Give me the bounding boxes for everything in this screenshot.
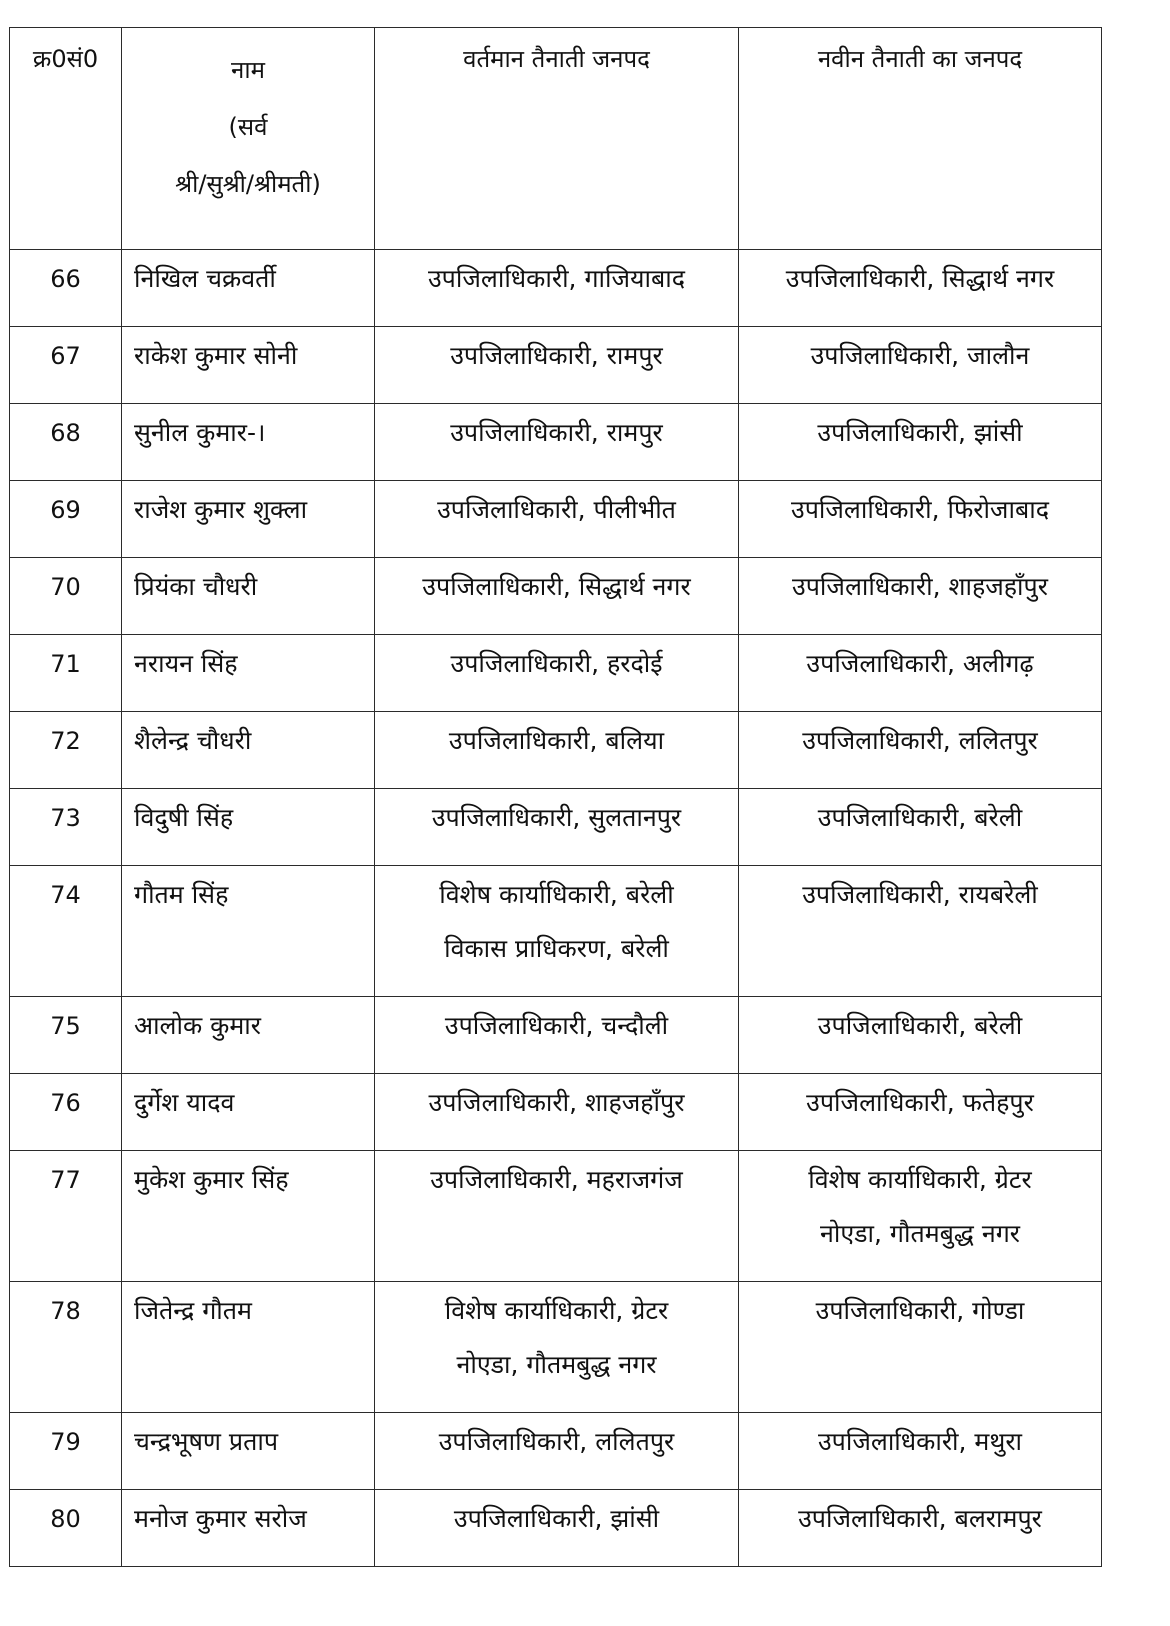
current-posting-line: उपजिलाधिकारी, हरदोई	[450, 649, 663, 678]
cell-serial-number: 69	[10, 481, 122, 558]
cell-new-posting	[739, 635, 1102, 712]
table-row	[10, 789, 1102, 866]
cell-officer-name: गौतम सिंह	[122, 866, 375, 997]
transfer-table	[9, 27, 1102, 1567]
table-row	[10, 1490, 1102, 1567]
cell-current-posting	[375, 1074, 739, 1151]
header-new-posting: नवीन तैनाती का जनपद	[739, 28, 1102, 250]
table-row	[10, 327, 1102, 404]
cell-current-posting	[375, 404, 739, 481]
cell-serial-number: 70	[10, 558, 122, 635]
cell-serial-number: 74	[10, 866, 122, 997]
cell-current-posting	[375, 1490, 739, 1567]
current-posting-line: उपजिलाधिकारी, गाजियाबाद	[427, 264, 686, 293]
header-serial-number: क्र0सं0	[10, 28, 122, 250]
new-posting-line: उपजिलाधिकारी, झांसी	[817, 418, 1023, 447]
new-posting-line: उपजिलाधिकारी, गोण्डा	[815, 1296, 1025, 1325]
cell-officer-name: राजेश कुमार शुक्ला	[122, 481, 375, 558]
new-posting-line: उपजिलाधिकारी, बरेली	[817, 803, 1023, 832]
cell-new-posting	[739, 997, 1102, 1074]
new-posting-line: उपजिलाधिकारी, बलरामपुर	[798, 1504, 1042, 1533]
cell-new-posting	[739, 1490, 1102, 1567]
cell-new-posting	[739, 1413, 1102, 1490]
cell-officer-name: जितेन्द्र गौतम	[122, 1282, 375, 1413]
cell-current-posting	[375, 712, 739, 789]
cell-current-posting	[375, 558, 739, 635]
cell-current-posting	[375, 327, 739, 404]
table-row	[10, 404, 1102, 481]
cell-serial-number: 75	[10, 997, 122, 1074]
header-name	[122, 28, 375, 250]
header-current-posting: वर्तमान तैनाती जनपद	[375, 28, 739, 250]
current-posting-line: उपजिलाधिकारी, सुलतानपुर	[431, 803, 682, 832]
table-row	[10, 1413, 1102, 1490]
cell-serial-number: 73	[10, 789, 122, 866]
cell-new-posting	[739, 404, 1102, 481]
cell-new-posting	[739, 558, 1102, 635]
cell-officer-name: दुर्गेश यादव	[122, 1074, 375, 1151]
cell-serial-number: 68	[10, 404, 122, 481]
new-posting-line: उपजिलाधिकारी, फिरोजाबाद	[791, 495, 1049, 524]
cell-new-posting	[739, 481, 1102, 558]
document-page	[9, 27, 1101, 1567]
table-row	[10, 250, 1102, 327]
table-row	[10, 635, 1102, 712]
cell-officer-name: प्रियंका चौधरी	[122, 558, 375, 635]
cell-serial-number: 76	[10, 1074, 122, 1151]
current-posting-line: विशेष कार्याधिकारी, ग्रेटर	[444, 1296, 669, 1325]
cell-officer-name: नरायन सिंह	[122, 635, 375, 712]
cell-officer-name: आलोक कुमार	[122, 997, 375, 1074]
table-row	[10, 997, 1102, 1074]
cell-new-posting	[739, 327, 1102, 404]
cell-current-posting	[375, 250, 739, 327]
new-posting-line: उपजिलाधिकारी, रायबरेली	[802, 880, 1038, 909]
current-posting-line: उपजिलाधिकारी, सिद्धार्थ नगर	[422, 572, 691, 601]
new-posting-line: उपजिलाधिकारी, अलीगढ़	[806, 649, 1034, 678]
current-posting-line: उपजिलाधिकारी, रामपुर	[450, 418, 663, 447]
cell-current-posting	[375, 635, 739, 712]
current-posting-line: विकास प्राधिकरण, बरेली	[444, 934, 669, 963]
table-row	[10, 866, 1102, 997]
cell-officer-name: शैलेन्द्र चौधरी	[122, 712, 375, 789]
current-posting-line: उपजिलाधिकारी, महराजगंज	[430, 1165, 683, 1194]
new-posting-line: उपजिलाधिकारी, जालौन	[810, 341, 1030, 370]
current-posting-line: नोएडा, गौतमबुद्ध नगर	[456, 1350, 657, 1379]
new-posting-line: उपजिलाधिकारी, ललितपुर	[802, 726, 1038, 755]
table-body	[10, 250, 1102, 1567]
cell-officer-name: विदुषी सिंह	[122, 789, 375, 866]
cell-serial-number: 72	[10, 712, 122, 789]
new-posting-line: उपजिलाधिकारी, बरेली	[817, 1011, 1023, 1040]
cell-new-posting	[739, 1282, 1102, 1413]
cell-new-posting	[739, 1074, 1102, 1151]
current-posting-line: उपजिलाधिकारी, झांसी	[453, 1504, 660, 1533]
cell-current-posting	[375, 481, 739, 558]
cell-officer-name: मनोज कुमार सरोज	[122, 1490, 375, 1567]
cell-officer-name: राकेश कुमार सोनी	[122, 327, 375, 404]
cell-serial-number: 67	[10, 327, 122, 404]
cell-new-posting	[739, 866, 1102, 997]
cell-current-posting	[375, 997, 739, 1074]
current-posting-line: उपजिलाधिकारी, ललितपुर	[438, 1427, 675, 1456]
new-posting-line: विशेष कार्याधिकारी, ग्रेटर	[808, 1165, 1032, 1194]
header-name-line2: (सर्व	[228, 113, 268, 141]
table-row	[10, 558, 1102, 635]
cell-current-posting	[375, 1282, 739, 1413]
cell-current-posting	[375, 1151, 739, 1282]
current-posting-line: उपजिलाधिकारी, बलिया	[448, 726, 665, 755]
cell-officer-name: सुनील कुमार-।	[122, 404, 375, 481]
cell-new-posting	[739, 789, 1102, 866]
header-name-line3: श्री/सुश्री/श्रीमती)	[175, 170, 321, 198]
table-row	[10, 712, 1102, 789]
cell-officer-name: मुकेश कुमार सिंह	[122, 1151, 375, 1282]
cell-serial-number: 77	[10, 1151, 122, 1282]
cell-new-posting	[739, 712, 1102, 789]
cell-officer-name: निखिल चक्रवर्ती	[122, 250, 375, 327]
cell-serial-number: 80	[10, 1490, 122, 1567]
new-posting-line: उपजिलाधिकारी, फतेहपुर	[806, 1088, 1034, 1117]
table-row	[10, 1074, 1102, 1151]
table-row	[10, 1282, 1102, 1413]
cell-serial-number: 79	[10, 1413, 122, 1490]
cell-serial-number: 71	[10, 635, 122, 712]
current-posting-line: उपजिलाधिकारी, चन्दौली	[444, 1011, 669, 1040]
current-posting-line: उपजिलाधिकारी, शाहजहाँपुर	[428, 1088, 685, 1117]
new-posting-line: नोएडा, गौतमबुद्ध नगर	[819, 1219, 1021, 1248]
current-posting-line: विशेष कार्याधिकारी, बरेली	[439, 880, 674, 909]
cell-current-posting	[375, 866, 739, 997]
current-posting-line: उपजिलाधिकारी, पीलीभीत	[437, 495, 676, 524]
cell-new-posting	[739, 250, 1102, 327]
table-row	[10, 481, 1102, 558]
cell-new-posting	[739, 1151, 1102, 1282]
cell-current-posting	[375, 789, 739, 866]
new-posting-line: उपजिलाधिकारी, शाहजहाँपुर	[792, 572, 1048, 601]
cell-serial-number: 66	[10, 250, 122, 327]
table-header-row	[10, 28, 1102, 250]
table-row	[10, 1151, 1102, 1282]
cell-serial-number: 78	[10, 1282, 122, 1413]
header-name-line1: नाम	[231, 56, 265, 84]
current-posting-line: उपजिलाधिकारी, रामपुर	[450, 341, 663, 370]
cell-officer-name: चन्द्रभूषण प्रताप	[122, 1413, 375, 1490]
new-posting-line: उपजिलाधिकारी, सिद्धार्थ नगर	[785, 264, 1055, 293]
new-posting-line: उपजिलाधिकारी, मथुरा	[817, 1427, 1023, 1456]
cell-current-posting	[375, 1413, 739, 1490]
